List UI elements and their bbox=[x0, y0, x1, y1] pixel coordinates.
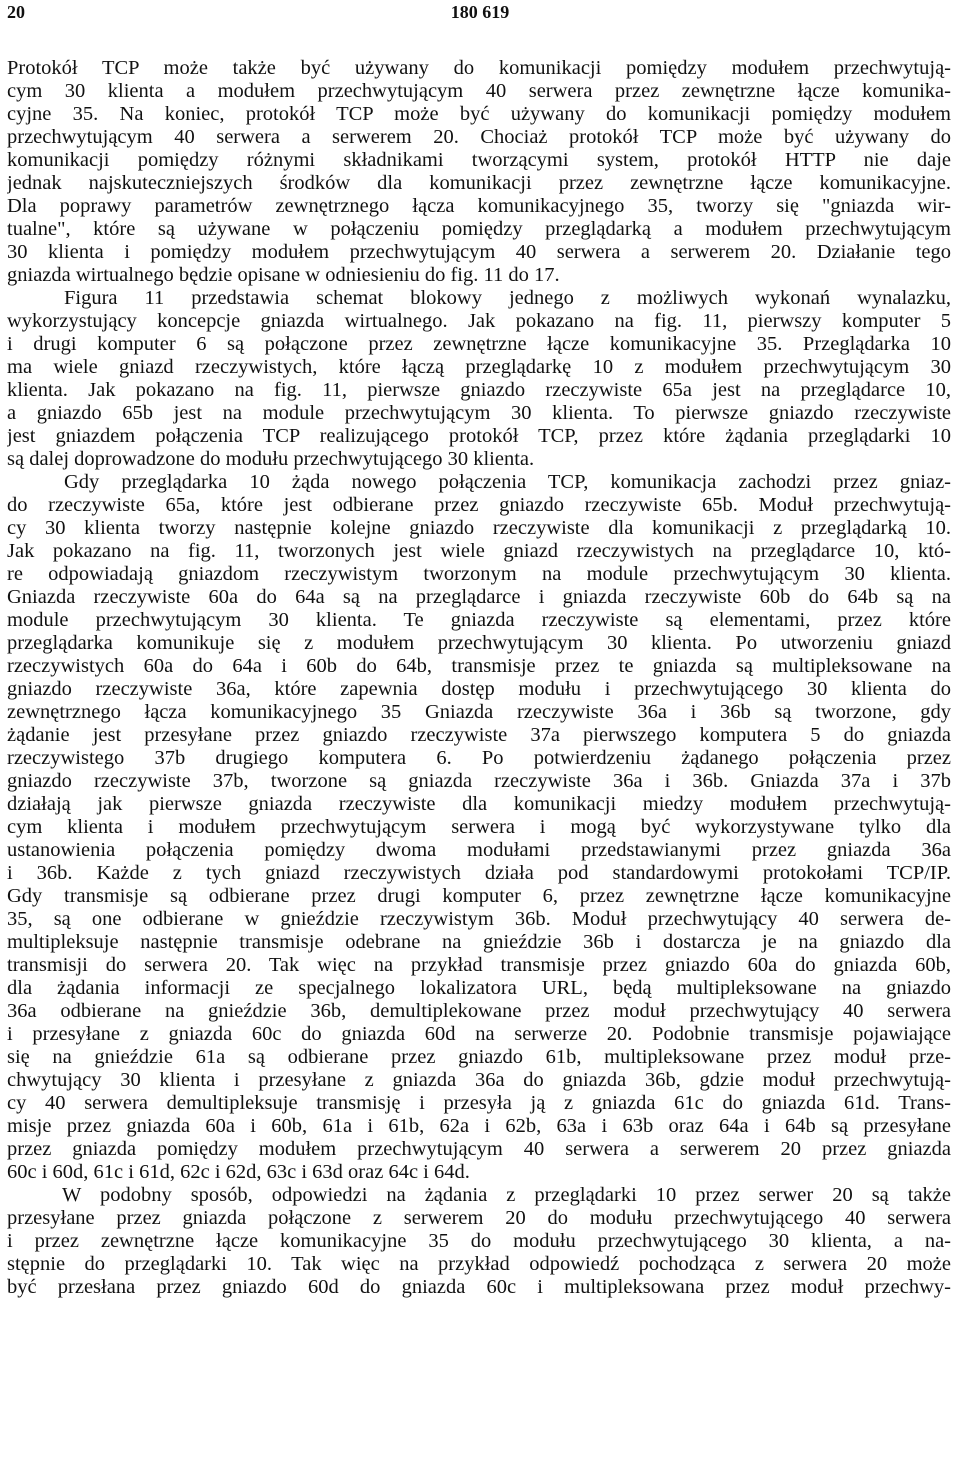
text-line: ustanowienia połączenia pomiędzy dwoma modułami przedstawianymi przez gniazda 36a bbox=[7, 839, 951, 861]
text-line: tualne", które są używane w połączeniu pomiędzy przeglądarką a modułem przechwytującym bbox=[7, 218, 951, 240]
text-line: 36a odbierane na gnieździe 36b, demultiplekowane przez moduł przechwytujący 40 serwera bbox=[7, 1000, 951, 1022]
page-number: 20 bbox=[7, 2, 25, 22]
text-line: przez gniazda pomiędzy modułem przechwytującym 40 serwera a serwerem 20 przez gniazda bbox=[7, 1138, 951, 1160]
text-line: cym klienta i modułem przechwytującym serwera i mogą być wykorzystywane tylko dla bbox=[7, 816, 951, 838]
paragraph-first-line: Gdy przeglądarka 10 żąda nowego połączenia TCP, komunikacja zachodzi przez gniaz- bbox=[64, 471, 951, 493]
page-header bbox=[0, 0, 960, 30]
text-line: przesyłane przez gniazda połączone z serwerem 20 do modułu przechwytującego 40 serwera bbox=[7, 1207, 951, 1229]
text-line: Gniazda rzeczywiste 60a do 64a są na przeglądarce i gniazda rzeczywiste 60b do 64b są na bbox=[7, 586, 951, 608]
text-line: przechwytującym 40 serwera a serwerem 20. Chociaż protokół TCP może być używany do bbox=[7, 126, 951, 148]
text-line: Protokół TCP może także być używany do komunikacji pomiędzy modułem przechwytują- bbox=[7, 57, 951, 79]
text-line: misje przez gniazda 60a i 60b, 61a i 61b, 62a i 62b, 63a i 63b oraz 64a i 64b są przesyłane bbox=[7, 1115, 951, 1137]
text-line: być przesłana przez gniazdo 60d do gniazda 60c i multipleksowana przez moduł przechwy- bbox=[7, 1276, 951, 1298]
text-line: 35, są one odbierane w gnieździe rzeczywistym 36b. Moduł przechwytujący 40 serwera de- bbox=[7, 908, 951, 930]
text-line: jest gniazdem połączenia TCP realizującego protokół TCP, przez które żądania przeglądarki 10 bbox=[7, 425, 951, 447]
text-line: cyjne 35. Na koniec, protokół TCP może być używany do komunikacji pomiędzy modułem bbox=[7, 103, 951, 125]
text-line: żądanie jest przesyłane przez gniazdo rzeczywiste 37a pierwszego komputera 5 do gniazda bbox=[7, 724, 951, 746]
text-line: 30 klienta i pomiędzy modułem przechwytującym 40 serwera a serwerem 20. Działanie tego bbox=[7, 241, 951, 263]
text-line: stępnie do przeglądarki 10. Tak więc na przykład odpowiedź pochodząca z serwera 20 może bbox=[7, 1253, 951, 1275]
text-line: module przechwytującym 30 klienta. Te gniazda rzeczywiste są elementami, przez które bbox=[7, 609, 951, 631]
text-line: przeglądarka komunikuje się z modułem przechwytującym 30 klienta. Po utworzeniu gniazd bbox=[7, 632, 951, 654]
text-line: chwytujący 30 klienta i przesyłane z gniazda 36a do gniazda 36b, gdzie moduł przechwytują- bbox=[7, 1069, 951, 1091]
text-line: Dla poprawy parametrów zewnętrznego łącza komunikacyjnego 35, tworzy się "gniazda wir- bbox=[7, 195, 951, 217]
document-number: 180 619 bbox=[450, 2, 510, 22]
text-line: gniazda wirtualnego będzie opisane w odniesieniu do fig. 11 do 17. bbox=[7, 264, 560, 286]
text-line: się na gnieździe 61a są odbierane przez gniazdo 61b, multipleksowane przez moduł prze- bbox=[7, 1046, 951, 1068]
text-line: są dalej doprowadzone do modułu przechwytującego 30 klienta. bbox=[7, 448, 535, 470]
paragraph-first-line: W podobny sposób, odpowiedzi na żądania z przeglądarki 10 przez serwer 20 są także bbox=[62, 1184, 951, 1206]
text-line: i przez zewnętrzne łącze komunikacyjne 35 do modułu przechwytującego 30 klienta, a na- bbox=[7, 1230, 951, 1252]
paragraph-first-line: Figura 11 przedstawia schemat blokowy jednego z możliwych wykonań wynalazku, bbox=[64, 287, 951, 309]
text-line: klienta. Jak pokazano na fig. 11, pierwsze gniazdo rzeczywiste 65a jest na przeglądarce 10, bbox=[7, 379, 951, 401]
text-line: komunikacji pomiędzy różnymi składnikami tworzącymi system, protokół HTTP nie daje bbox=[7, 149, 951, 171]
body-text bbox=[7, 57, 951, 1299]
text-line: re odpowiadają gniazdom rzeczywistym tworzonym na module przechwytującym 30 klienta. bbox=[7, 563, 951, 585]
text-line: Gdy transmisje są odbierane przez drugi komputer 6, przez zewnętrzne łącze komunikacyjne bbox=[7, 885, 951, 907]
text-line: cym 30 klienta a modułem przechwytującym 40 serwera przez zewnętrzne łącze komunika- bbox=[7, 80, 951, 102]
text-line: zewnętrznego łącza komunikacyjnego 35 Gniazda rzeczywiste 36a i 36b są tworzone, gdy bbox=[7, 701, 951, 723]
text-line: gniazdo rzeczywiste 37b, tworzone są gniazda rzeczywiste 36a i 36b. Gniazda 37a i 37b bbox=[7, 770, 951, 792]
text-line: Jak pokazano na fig. 11, tworzonych jest wiele gniazd rzeczywistych na przeglądarce 10, któ- bbox=[7, 540, 951, 562]
text-line: i przesyłane z gniazda 60c do gniazda 60d na serwerze 20. Podobnie transmisje pojawiające bbox=[7, 1023, 951, 1045]
text-line: rzeczywistego 37b drugiego komputera 6. Po potwierdzeniu żądanego połączenia przez bbox=[7, 747, 951, 769]
text-line: cy 30 klienta tworzy następnie kolejne gniazdo rzeczywiste dla komunikacji z przeglądarką 10. bbox=[7, 517, 951, 539]
text-line: jednak najskuteczniejszych środków dla komunikacji przez zewnętrzne łącze komunikacyjne. bbox=[7, 172, 951, 194]
text-line: do rzeczywiste 65a, które jest odbierane przez gniazdo rzeczywiste 65b. Moduł przechwytują- bbox=[7, 494, 951, 516]
text-line: rzeczywistych 60a do 64a i 60b do 64b, transmisje przez te gniazda są multipleksowane na bbox=[7, 655, 951, 677]
text-line: cy 40 serwera demultipleksuje transmisję i przesyła ją z gniazda 61c do gniazda 61d. Trans- bbox=[7, 1092, 951, 1114]
text-line: działają jak pierwsze gniazda rzeczywiste dla komunikacji miedzy modułem przechwytują- bbox=[7, 793, 951, 815]
text-line: wykorzystujący koncepcje gniazda wirtualnego. Jak pokazano na fig. 11, pierwszy komputer 5 bbox=[7, 310, 951, 332]
text-line: gniazdo rzeczywiste 36a, które zapewnia dostęp modułu i przechwytującego 30 klienta do bbox=[7, 678, 951, 700]
text-line: multipleksuje następnie transmisje odebrane na gnieździe 36b i dostarcza je na gniazdo dla bbox=[7, 931, 951, 953]
text-line: dla żądania informacji ze specjalnego lokalizatora URL, będą multipleksowane na gniazdo bbox=[7, 977, 951, 999]
text-line: ma wiele gniazd rzeczywistych, które łączą przeglądarkę 10 z modułem przechwytującym 30 bbox=[7, 356, 951, 378]
text-line: a gniazdo 65b jest na module przechwytującym 30 klienta. To pierwsze gniazdo rzeczywiste bbox=[7, 402, 951, 424]
text-line: transmisji do serwera 20. Tak więc na przykład transmisje przez gniazdo 60a do gniazda 60b, bbox=[7, 954, 951, 976]
text-line: i drugi komputer 6 są połączone przez zewnętrzne łącze komunikacyjne 35. Przeglądarka 10 bbox=[7, 333, 951, 355]
text-line: 60c i 60d, 61c i 61d, 62c i 62d, 63c i 63d oraz 64c i 64d. bbox=[7, 1161, 470, 1183]
text-line: i 36b. Każde z tych gniazd rzeczywistych działa pod standardowymi protokołami TCP/IP. bbox=[7, 862, 951, 884]
